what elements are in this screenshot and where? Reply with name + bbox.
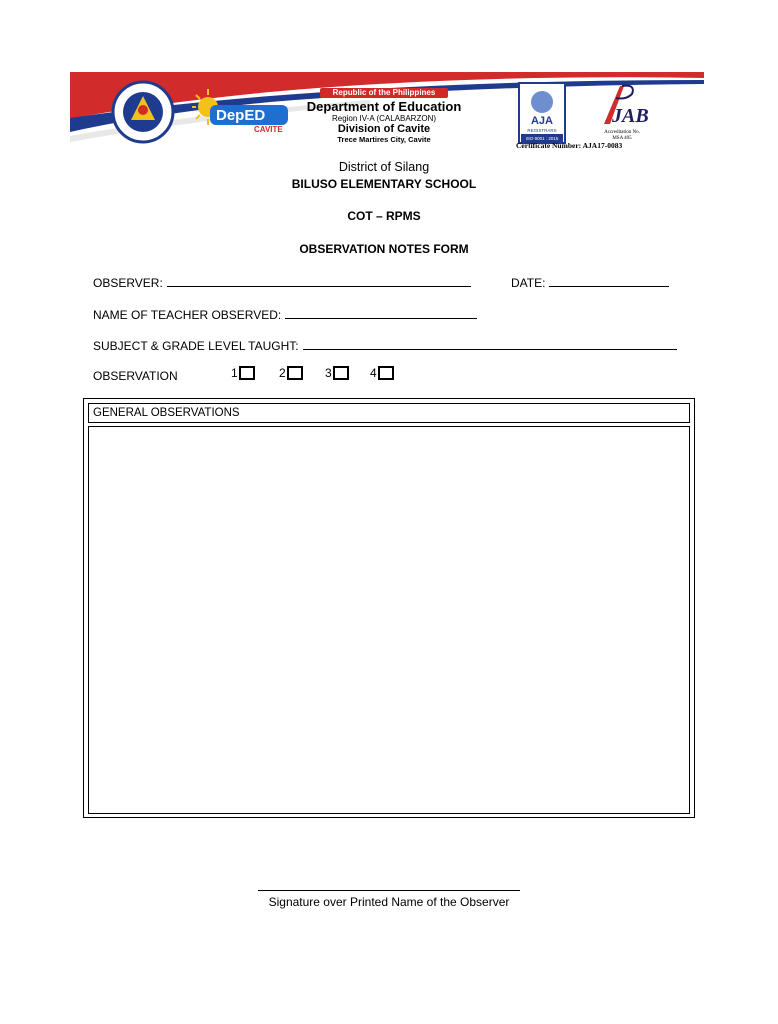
subject-label: SUBJECT & GRADE LEVEL TAUGHT: — [93, 339, 299, 353]
cot-label: COT – RPMS — [347, 209, 421, 223]
general-observations-textarea[interactable] — [88, 426, 690, 814]
subject-field — [93, 337, 677, 353]
observer-field — [93, 274, 471, 290]
observer-label: OBSERVER: — [93, 276, 163, 290]
city-label: Trece Martires City, Cavite — [337, 135, 431, 144]
svg-text:AJA: AJA — [530, 115, 554, 127]
deped-seal — [103, 80, 187, 144]
observation-option-1[interactable]: 1 — [231, 366, 255, 380]
checkbox[interactable] — [333, 366, 349, 380]
observation-option-3[interactable]: 3 — [325, 366, 349, 380]
date-label: DATE: — [511, 276, 546, 290]
teacher-input[interactable] — [285, 306, 477, 319]
school-name: BILUSO ELEMENTARY SCHOOL — [291, 177, 477, 191]
general-observations-header: GENERAL OBSERVATIONS — [88, 403, 690, 423]
teacher-field — [93, 306, 477, 322]
form-title: OBSERVATION NOTES FORM — [299, 242, 469, 256]
aja-registrars-logo — [518, 82, 566, 144]
checkbox[interactable] — [378, 366, 394, 380]
signature-label: Signature over Printed Name of the Observer — [268, 895, 510, 909]
date-input[interactable] — [549, 274, 669, 287]
observation-option-4[interactable]: 4 — [370, 366, 394, 380]
date-field — [511, 274, 669, 290]
signature-line[interactable] — [258, 890, 520, 891]
svg-text:JAB: JAB — [612, 105, 649, 127]
jab-logo — [586, 80, 649, 128]
division-label: Division of Cavite — [337, 123, 431, 135]
checkbox[interactable] — [287, 366, 303, 380]
subject-input[interactable] — [303, 337, 677, 350]
svg-text:REGISTRARS: REGISTRARS — [527, 128, 557, 133]
svg-text:DepED: DepED — [216, 107, 266, 124]
checkbox[interactable] — [239, 366, 255, 380]
svg-text:ISO 9001 : 2015: ISO 9001 : 2015 — [525, 136, 559, 141]
observation-option-2[interactable]: 2 — [279, 366, 303, 380]
observer-input[interactable] — [167, 274, 471, 287]
svg-text:CAVITE: CAVITE — [254, 125, 283, 134]
accreditation-label: Accreditation No. MSA 405 — [604, 130, 640, 141]
region-label: Region IV-A (CALABARZON) — [331, 114, 437, 123]
district-label: District of Silang — [338, 160, 430, 174]
department-label: Department of Education — [306, 99, 462, 114]
deped-cavite-logo — [192, 85, 292, 137]
republic-label: Republic of the Philippines — [320, 88, 448, 98]
teacher-label: NAME OF TEACHER OBSERVED: — [93, 308, 282, 322]
observation-label: OBSERVATION — [93, 369, 178, 383]
certificate-number: Certificate Number: AJA17-0083 — [516, 141, 623, 150]
